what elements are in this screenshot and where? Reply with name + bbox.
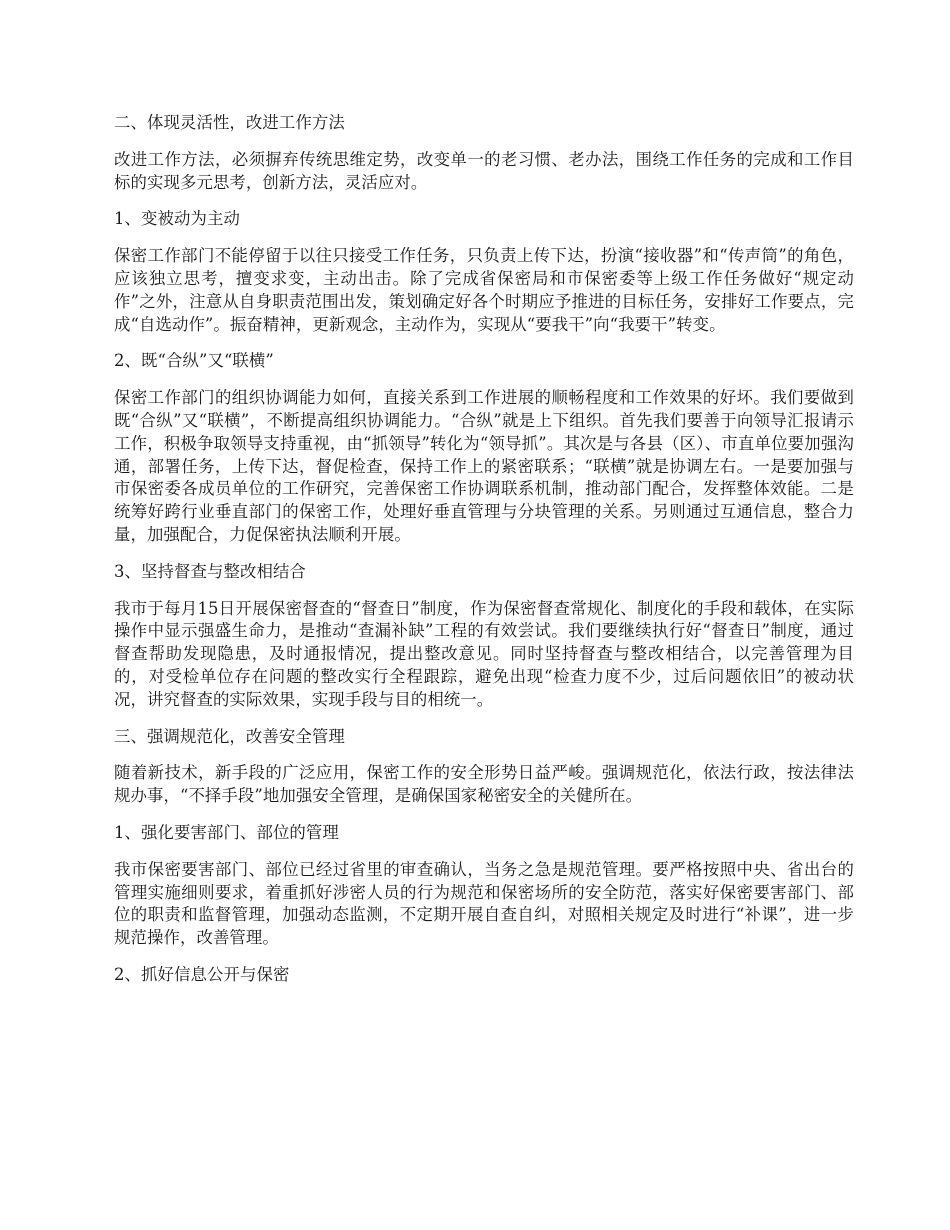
section-heading-2: 二、体现灵活性，改进工作方法 xyxy=(114,113,345,132)
section-heading-3: 三、强调规范化，改善安全管理 xyxy=(114,726,345,746)
subsection-heading-1: 1、变被动为主动 xyxy=(114,209,240,229)
subsection-heading-2: 2、抓好信息公开与保密 xyxy=(114,964,290,984)
document-page xyxy=(114,112,854,1001)
body-paragraph: 改进工作方法，必须摒弃传统思维定势，改变单一的老习惯、老办法，围绕工作任务的完成和工作目标的实现多元思考，创新方法，灵活应对。 xyxy=(114,149,854,192)
body-paragraph: 我市保密要害部门、部位已经过省里的审查确认，当务之急是规范管理。要严格按照中央、省出台的管理实施细则要求，着重抓好涉密人员的行为规范和保密场所的安全防范，落实好保密要害部门、部位的职责和监督管理，加强动态监测，不定期开展自查自纠，对照相关规定及时进行“补课”，进一步规范操作，改善管理。 xyxy=(114,859,854,948)
body-paragraph: 保密工作部门不能停留于以往只接受工作任务，只负责上传下达，扮演“接收器”和“传声筒”的角色，应该独立思考，擅变求变，主动出击。除了完成省保密局和市保密委等上级工作任务做好“规定动作”之外，注意从自身职责范围出发，策划确定好各个时期应予推进的目标任务，安排好工作要点，完成“自选动作”。振奋精神，更新观念，主动作为，实现从“要我干”向“我要干”转变。 xyxy=(114,246,854,334)
body-paragraph: 随着新技术，新手段的广泛应用，保密工作的安全形势日益严峻。强调规范化，依法行政，按法律法规办事，“不择手段”地加强安全管理，是确保国家秘密安全的关健所在。 xyxy=(114,763,854,806)
body-paragraph: 保密工作部门的组织协调能力如何，直接关系到工作进展的顺畅程度和工作效果的好坏。我们要做到既“合纵”又“联横”，不断提高组织协调能力。“合纵”就是上下组织。首先我们要善于向领导汇报请示工作，积极争取领导支持重视，由“抓领导”转化为“领导抓”。其次是与各县（区）、市直单位要加强沟通，部署任务，上传下达，督促检查，保持工作上的紧密联系；“联横”就是协调左右。一是要加强与市保密委各成员单位的工作研究，完善保密工作协调联系机制，推动部门配合，发挥整体效能。二是统筹好跨行业垂直部门的保密工作，处理好垂直管理与分块管理的关系。另则通过互通信息，整合力量，加强配合，力促保密执法顺利开展。 xyxy=(114,388,854,544)
body-paragraph: 我市于每月15日开展保密督查的“督查日”制度，作为保密督查常规化、制度化的手段和载体，在实际操作中显示强盛生命力，是推动“查漏补缺”工程的有效尝试。我们要继续执行好“督查日”制度，通过督查帮助发现隐患，及时通报情况，提出整改意见。同时坚持督查与整改相结合，以完善管理为目的，对受检单位存在问题的整改实行全程跟踪，避免出现“检查力度不少，过后问题依旧”的被动状况，讲究督查的实际效果，实现手段与目的相统一。 xyxy=(114,598,854,709)
subsection-heading-3: 3、坚持督查与整改相结合 xyxy=(114,561,306,581)
subsection-heading-1: 1、强化要害部门、部位的管理 xyxy=(114,822,339,842)
subsection-heading-2: 2、既“合纵”又“联横” xyxy=(114,351,274,371)
